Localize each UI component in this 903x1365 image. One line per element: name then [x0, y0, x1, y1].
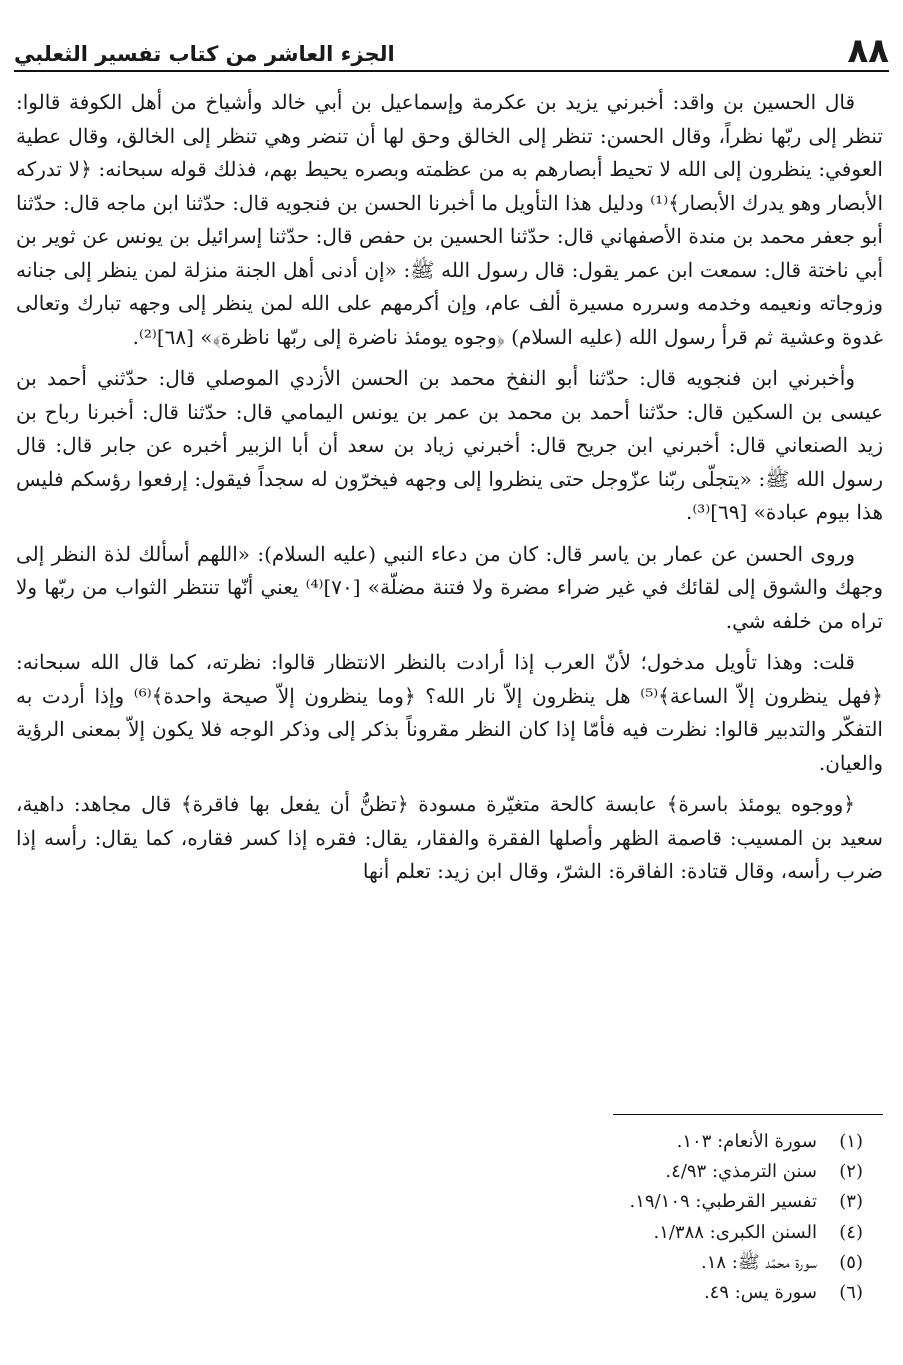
footnote-item: [263, 1157, 863, 1187]
footnote-number: (١): [839, 1131, 863, 1152]
footnote-number: (٥): [839, 1251, 863, 1273]
footnote-item: [263, 1127, 863, 1157]
footnote-text: سورة يس: ٤٩.: [703, 1282, 817, 1304]
paragraph-1: قال الحسين بن واقد: أخبرني يزيد بن عكرمة وإسماعيل بن أبي خالد وأشياخ من أهل الكوفة قالوا: تنظر إلى ربّها نظراً، وقال الحسن: تنظر إلى الخالق وحق لها أن تنضر وهي تنظر إلى الخالق، وقال عطية العوفي: ينظرون إلى الله لا تحيط أبصارهم به من عظمته وبصره يحيط بهم، فذلك قوله سبحانه: ﴿لا تدركه الأبصار وهو يدرك الأبصار﴾⁽¹⁾ ودليل هذا التأويل ما أخبرنا الحسن بن فنجويه قال: حدّثنا ابن ماجه قال: حدّثنا أبو جعفر محمد بن مندة الأصفهاني قال: حدّثنا الحسين بن حفص قال: حدّثنا إسرائيل بن يونس عن ثوير بن أبي ناختة قال: سمعت ابن عمر يقول: قال رسول الله ﷺ: «إن أدنى أهل الجنة منزلة لمن ينظر إلى جنانه وزوجاته ونعيمه وخدمه وسرره مسيرة ألف عام، وإن أكرمهم على الله لمن ينظر إلى وجهه تبارك وتعالى غدوة وعشية ثم قرأ رسول الله (عليه السلام) ﴿وجوه يومئذ ناضرة إلى ربّها ناظرة﴾» [٦٨]⁽²⁾.: [16, 90, 883, 349]
footnote-text: سورة محمّد ﷺ: ١٨.: [701, 1251, 817, 1273]
footnote-text: سورة الأنعام: ١٠٣.: [676, 1131, 817, 1152]
footnote-number: (٦): [839, 1282, 863, 1304]
paragraph-5: ﴿ووجوه يومئذ باسرة﴾ عابسة كالحة متغيّرة مسودة ﴿تظنُّ أن يفعل بها فاقرة﴾ قال مجاهد: داهية، سعيد بن المسيب: قاصمة الظهر وأصلها الفقرة والفقار، يقال: فقره إذا كسر فقاره، كما يقال: رأسه إذا ضرب رأسه، وقال قتادة: الفاقرة: الشرّ، وقال ابن زيد: تعلم أنها: [16, 792, 883, 883]
footnote-text: السنن الكبرى: ١/٣٨٨.: [653, 1221, 817, 1243]
footnote-text: سنن الترمذي: ٤/٩٣.: [665, 1161, 817, 1183]
paragraph-3: وروى الحسن عن عمار بن ياسر قال: كان من دعاء النبي (عليه السلام): «اللهم أسألك لذة النظر إلى وجهك والشوق إلى لقائك في غير ضراء مضرة ولا فتنة مضلّة» [٧٠]⁽⁴⁾ يعني أنّها تنتظر الثواب من ربّها ولا تراه من خلفه شي.: [16, 541, 883, 633]
footnote-number: (٤): [839, 1221, 863, 1243]
footnote-divider: [613, 1114, 883, 1115]
footnote-item: [263, 1218, 863, 1248]
footnote-item: [263, 1248, 863, 1278]
paragraph-4: قلت: وهذا تأويل مدخول؛ لأنّ العرب إذا أرادت بالنظر الانتظار قالوا: نظرته، كما قال الله سبحانه: ﴿فهل ينظرون إلاّ الساعة﴾⁽⁵⁾ هل ينظرون إلاّ نار الله؟ ﴿وما ينظرون إلاّ صيحة واحدة﴾⁽⁶⁾ وإذا أردت به التفكّر والتدبير قالوا: نظرت فيه فأمّا إذا كان النظر مقروناً بذكر إلى وذكر الوجه فلا يكون إلاّ بمعنى الرؤية والعيان.: [16, 650, 883, 775]
running-header: [14, 28, 889, 72]
footnote-text: تفسير القرطبي: ١٩/١٠٩.: [629, 1191, 817, 1213]
paragraph-2: وأخبرني ابن فنجويه قال: حدّثنا أبو النفخ محمد بن الحسن الأزدي الموصلي قال: حدّثني أحمد بن عيسى بن السكين قال: حدّثنا أحمد بن محمد بن عمر بن يونس اليمامي قال: حدّثنا قال: أخبرنا رباح بن زيد الصنعاني قال: أخبرني ابن جريح قال: أخبرني زياد بن سعد أن أبا الزبير أخبره عن جابر قال: قال رسول الله ﷺ: «يتجلّى ربّنا عزّوجل حتى ينظروا إلى وجهه فيخرّون له سجداً فيقول: إرفعوا رؤسكم فليس هذا بيوم عبادة» [٦٩]⁽³⁾.: [16, 366, 883, 524]
footnote-number: (٢): [839, 1161, 863, 1183]
header-title: الجزء العاشر من كتاب تفسير الثعلبي: [14, 42, 395, 66]
main-text: [16, 86, 883, 897]
page-number: ٨٨: [847, 31, 889, 71]
footnote-number: (٣): [839, 1191, 863, 1213]
footnotes: [263, 1127, 863, 1308]
footnote-item: [263, 1187, 863, 1217]
footnote-item: [263, 1278, 863, 1308]
